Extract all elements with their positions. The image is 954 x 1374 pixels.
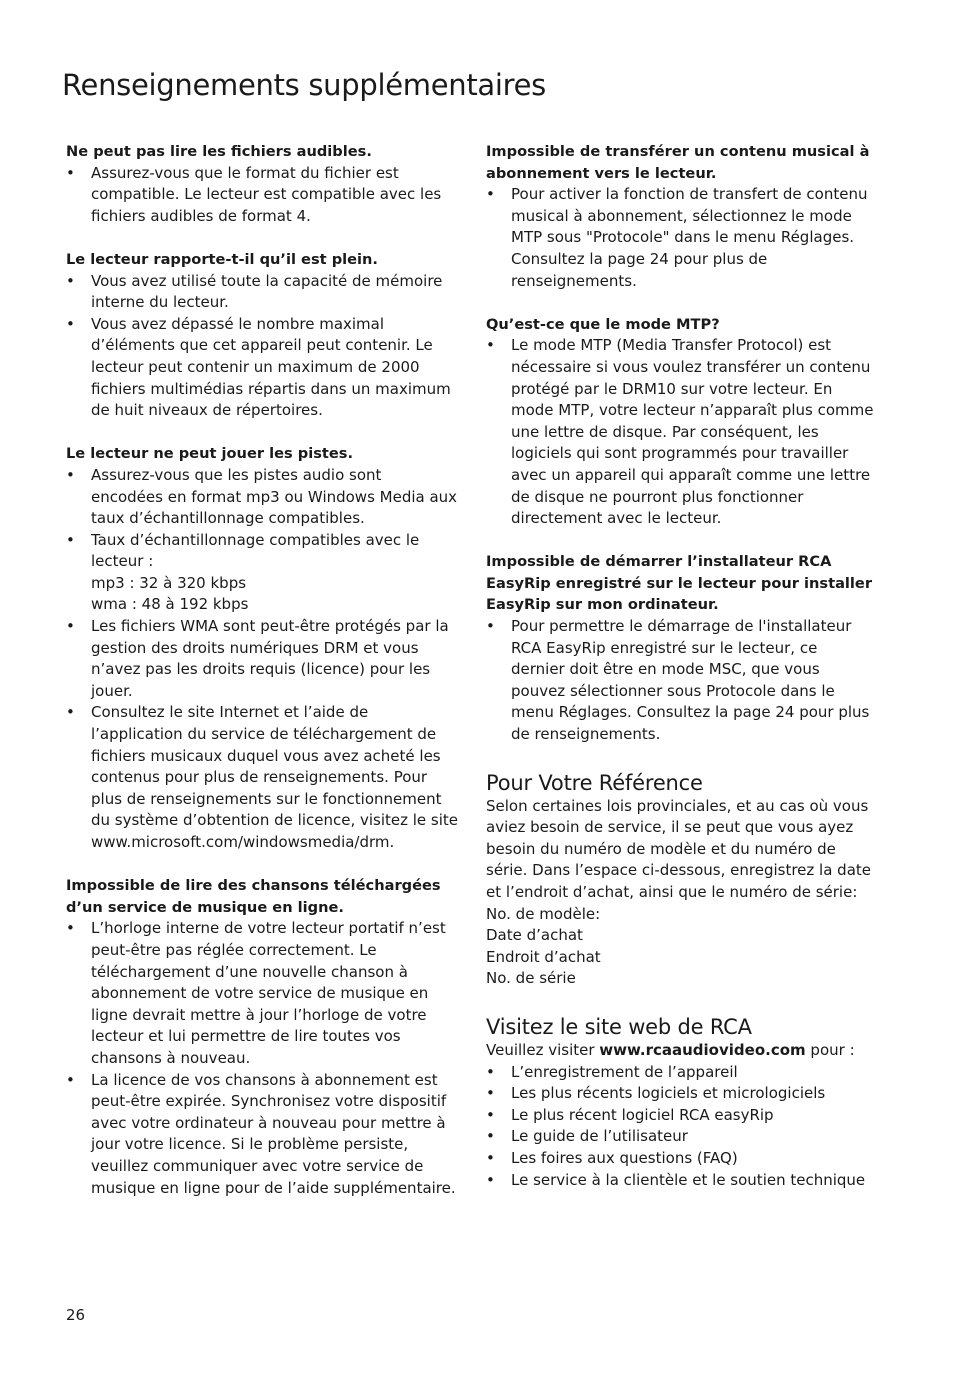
list-item [66,918,458,1069]
bullet-icon: • [486,1062,495,1081]
list-item [66,271,458,314]
website-intro [486,1040,874,1062]
right-column [486,141,874,1191]
bullet-icon: • [66,271,75,290]
list-item-text: Les plus récents logiciels et micrologiciels [511,1084,826,1103]
bullet-icon: • [486,336,495,355]
bullet-icon: • [66,617,75,636]
list-item-text: Le guide de l’utilisateur [511,1127,688,1146]
section-heading: Le lecteur rapporte-t-il qu’il est plein. [66,250,378,268]
list-item [486,1170,874,1192]
bullet-icon: • [486,1084,495,1103]
list-item [66,702,458,853]
reference-paragraph: Selon certaines lois provinciales, et au cas où vous aviez besoin de service, il se peut que vous ayez besoin du numéro de modèle et du numéro de série. Dans l’espace ci-dessous, enregistrez la date et l’endroit d’achat, ainsi que le numéro de série: [486,796,871,901]
section-heading: Impossible de transférer un contenu musical à abonnement vers le lecteur. [486,143,870,182]
website-heading: Visitez le site web de RCA [486,1014,752,1039]
list-item-text: Assurez-vous que le format du fichier est compatible. Le lecteur est compatible avec les fichiers audibles de format 4. [91,163,442,225]
list-item [66,530,458,616]
list-item [486,184,874,292]
reference-section [486,770,874,990]
bullet-list [66,918,458,1199]
website-section [486,1014,874,1191]
list-item [486,1126,874,1148]
list-item [66,163,458,228]
list-item [66,465,458,530]
list-item-text: Taux d’échantillonnage compatibles avec le lecteur : [91,530,420,571]
list-item-text: Vous avez dépassé le nombre maximal d’éléments que cet appareil peut contenir. Le lecteur peut contenir un maximum de 2000 fichiers multimédias répartis dans un maximum de huit niveaux de répertoires. [91,314,451,420]
website-link[interactable]: www.rcaaudiovideo.com [599,1040,806,1059]
list-item-text: Le mode MTP (Media Transfer Protocol) est nécessaire si vous voulez transférer un contenu protégé par le DRM10 sur votre lecteur. En mode MTP, votre lecteur n’apparaît plus comme une lettre de disque. Par conséquent, les logiciels qui sont programmés pour travailler avec un appareil qui apparaît comme une lettre de disque ne pourront plus fonctionner directement avec le lecteur. [511,336,874,528]
section-heading: Le lecteur ne peut jouer les pistes. [66,445,354,463]
bullet-list [486,335,874,529]
website-intro-prefix: Veuillez visiter [486,1040,600,1059]
page-number: 26 [66,1306,86,1324]
list-item [486,1105,874,1127]
bullet-icon: • [66,919,75,938]
website-intro-suffix: pour : [805,1040,855,1059]
faq-section-mtp [486,314,874,530]
bullet-list [486,616,874,746]
bullet-icon: • [486,1105,495,1124]
list-item-text: Le plus récent logiciel RCA easyRip [511,1105,774,1124]
list-item-text: Assurez-vous que les pistes audio sont encodées en format mp3 ou Windows Media aux taux d’échantillonnage compatibles. [91,465,458,528]
faq-section-online-songs [66,875,458,1199]
list-item-text: L’enregistrement de l’appareil [511,1062,738,1081]
list-item-text: Consultez le site Internet et l’aide de l’application du service de téléchargement de fichiers musicaux duquel vous avez acheté les contenus pour plus de renseignements. Pour plus de renseignements sur le fonctionnement du système d’obtention de licence, visitez le site www.microsoft.com/windowsmedia/drm. [91,703,459,851]
list-item [66,616,458,702]
sample-rate-wma: wma : 48 à 192 kbps [91,595,249,614]
list-item-text: Vous avez utilisé toute la capacité de mémoire interne du lecteur. [91,271,443,312]
bullet-icon: • [66,703,75,722]
section-heading: Ne peut pas lire les fichiers audibles. [66,143,372,160]
bullet-icon: • [486,1127,495,1146]
faq-section-cannot-play [66,443,458,853]
reference-line-model: No. de modèle: [486,904,601,923]
bullet-icon: • [66,465,75,484]
sample-rate-mp3: mp3 : 32 à 320 kbps [91,573,247,592]
list-item [486,1062,874,1084]
section-heading: Impossible de démarrer l’installateur RCA EasyRip enregistré sur le lecteur pour installer EasyRip sur mon ordinateur. [486,553,873,614]
list-item-text: Les foires aux questions (FAQ) [511,1148,738,1167]
list-item-text: Le service à la clientèle et le soutien technique [511,1170,866,1189]
faq-section-easyrip [486,551,874,745]
bullet-icon: • [486,185,495,204]
list-item [486,1148,874,1170]
list-item-text: Pour permettre le démarrage de l'installateur RCA EasyRip enregistré sur le lecteur, ce dernier doit être en mode MSC, que vous pouvez sélectionner sous Protocole dans le menu Réglages. Consultez la page 24 pour plus de renseignements. [511,617,870,744]
bullet-icon: • [486,1170,495,1189]
left-column [66,141,458,1221]
reference-line-serial: No. de série [486,969,576,988]
bullet-list [66,271,458,422]
bullet-icon: • [66,314,75,333]
bullet-list [486,184,874,292]
list-item-text: Les fichiers WMA sont peut-être protégés par la gestion des droits numériques DRM et vous n’avez pas les droits requis (licence) pour les jouer. [91,617,449,700]
reference-heading: Pour Votre Référence [486,770,703,795]
bullet-icon: • [486,1148,495,1167]
bullet-icon: • [66,530,75,549]
bullet-icon: • [66,163,75,182]
list-item [66,1070,458,1200]
page-title: Renseignements supplémentaires [62,68,546,102]
section-heading: Qu’est-ce que le mode MTP? [486,315,720,333]
list-item-text: La licence de vos chansons à abonnement est peut-être expirée. Synchronisez votre dispositif avec votre ordinateur à nouveau pour mettre à jour votre licence. Si le problème persiste, veuillez communiquer avec votre service de musique en ligne pour de l’aide supplémentaire. [91,1070,456,1197]
list-item [486,1083,874,1105]
list-item-text: L’horloge interne de votre lecteur portatif n’est peut-être pas réglée correctement. Le téléchargement d’une nouvelle chanson à abonnement de votre service de musique en ligne devrait mettre à jour l’horloge de votre lecteur et lui permettre de lire toutes vos chansons à nouveau. [91,919,446,1067]
list-item [486,335,874,529]
faq-section-full [66,249,458,422]
list-item [486,616,874,746]
bullet-list [486,1062,874,1192]
bullet-icon: • [66,1070,75,1089]
bullet-icon: • [486,617,495,636]
list-item [66,314,458,422]
bullet-list [66,163,458,228]
reference-line-date: Date d’achat [486,926,583,945]
list-item-text: Pour activer la fonction de transfert de contenu musical à abonnement, sélectionnez le mode MTP sous "Protocole" dans le menu Réglages. Consultez la page 24 pour plus de renseignements. [511,185,868,290]
bullet-list [66,465,458,854]
faq-section-subscription-transfer [486,141,874,292]
section-heading: Impossible de lire des chansons téléchargées d’un service de musique en ligne. [66,877,441,916]
faq-section-audible [66,141,458,227]
reference-line-place: Endroit d’achat [486,947,601,966]
